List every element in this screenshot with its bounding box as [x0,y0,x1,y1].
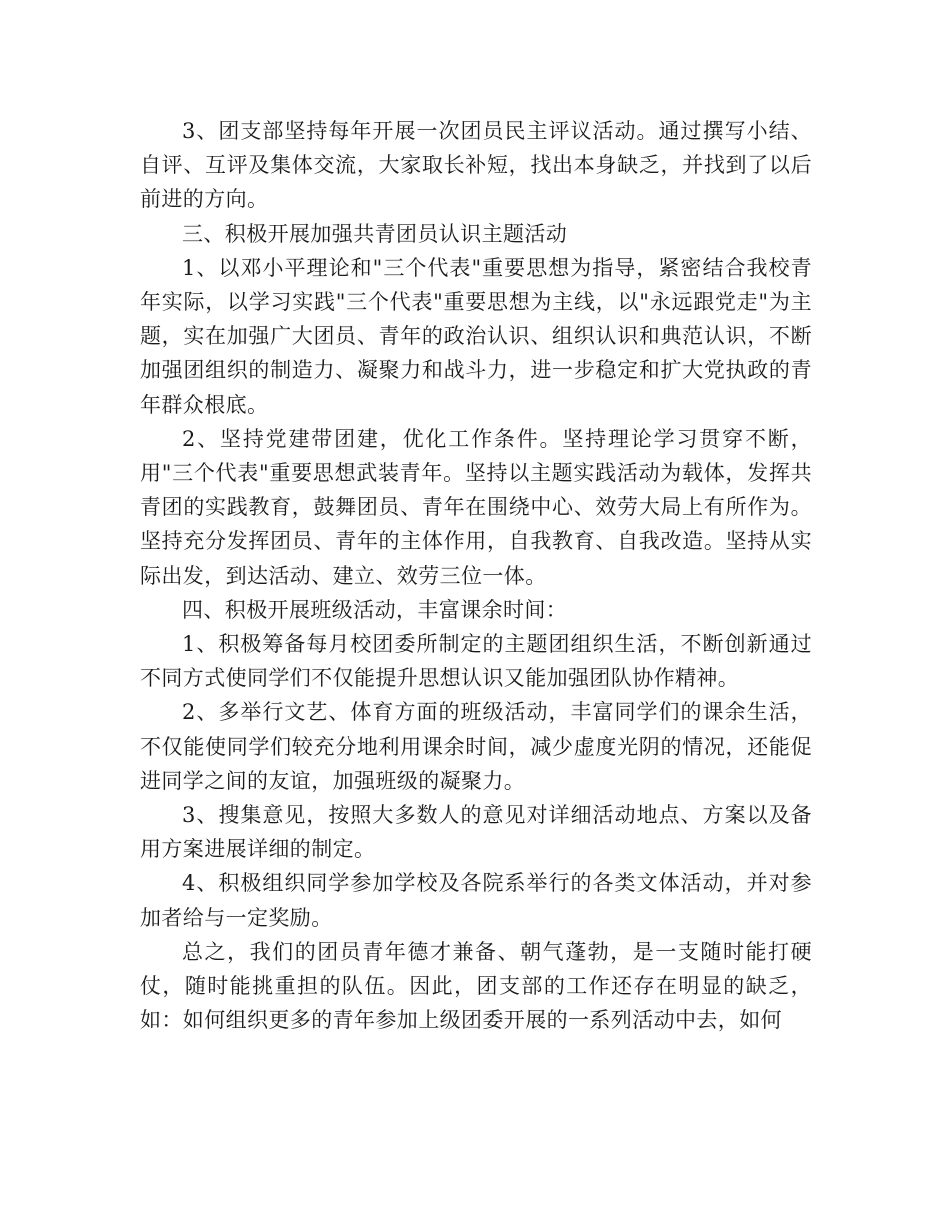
paragraph-organize-participation: 4、积极组织同学参加学校及各院系举行的各类文体活动，并对参加者给与一定奖励。 [140,871,812,930]
paragraph-collect-opinions: 3、搜集意见，按照大多数人的意见对详细活动地点、方案以及备用方案进展详细的制定。 [140,803,812,862]
paragraph-guiding-theory: 1、以邓小平理论和"三个代表"重要思想为指导，紧密结合我校青年实际，以学习实践"三个代表"重要思想为主线，以"永远跟党走"为主题，实在加强广大团员、青年的政治认识、组织认识和典范认识，不断加强团组织的制造力、凝聚力和战斗力，进一步稳定和扩大党执政的青年群众根底。 [140,255,812,417]
paragraph-class-activities: 2、多举行文艺、体育方面的班级活动，丰富同学们的课余生活，不仅能使同学们较充分地利用课余时间，减少虚度光阴的情况，还能促进同学之间的友谊，加强班级的凝聚力。 [140,700,812,793]
heading-section-four: 四、积极开展班级活动，丰富课余时间： [182,597,568,622]
document-body [140,114,812,1037]
paragraph-party-building: 2、坚持党建带团建，优化工作条件。坚持理论学习贯穿不断，用"三个代表"重要思想武装青年。坚持以主题实践活动为载体，发挥共青团的实践教育，鼓舞团员、青年在围绕中心、效劳大局上有所作为。坚持充分发挥团员、青年的主体作用，自我教育、自我改造。坚持从实际出发，到达活动、建立、效劳三位一体。 [140,426,812,588]
paragraph-evaluation-activity: 3、团支部坚持每年开展一次团员民主评议活动。通过撰写小结、自评、互评及集体交流，大家取长补短，找出本身缺乏，并找到了以后前进的方向。 [140,119,812,212]
paragraph-monthly-activities: 1、积极筹备每月校团委所制定的主题团组织生活，不断创新通过不同方式使同学们不仅能提升思想认识又能加强团队协作精神。 [140,632,812,691]
paragraph-conclusion: 总之，我们的团员青年德才兼备、朝气蓬勃，是一支随时能打硬仗，随时能挑重担的队伍。因此，团支部的工作还存在明显的缺乏，如：如何组织更多的青年参加上级团委开展的一系列活动中去，如何 [140,939,812,1033]
heading-section-three: 三、积极开展加强共青团员认识主题活动 [182,221,568,246]
